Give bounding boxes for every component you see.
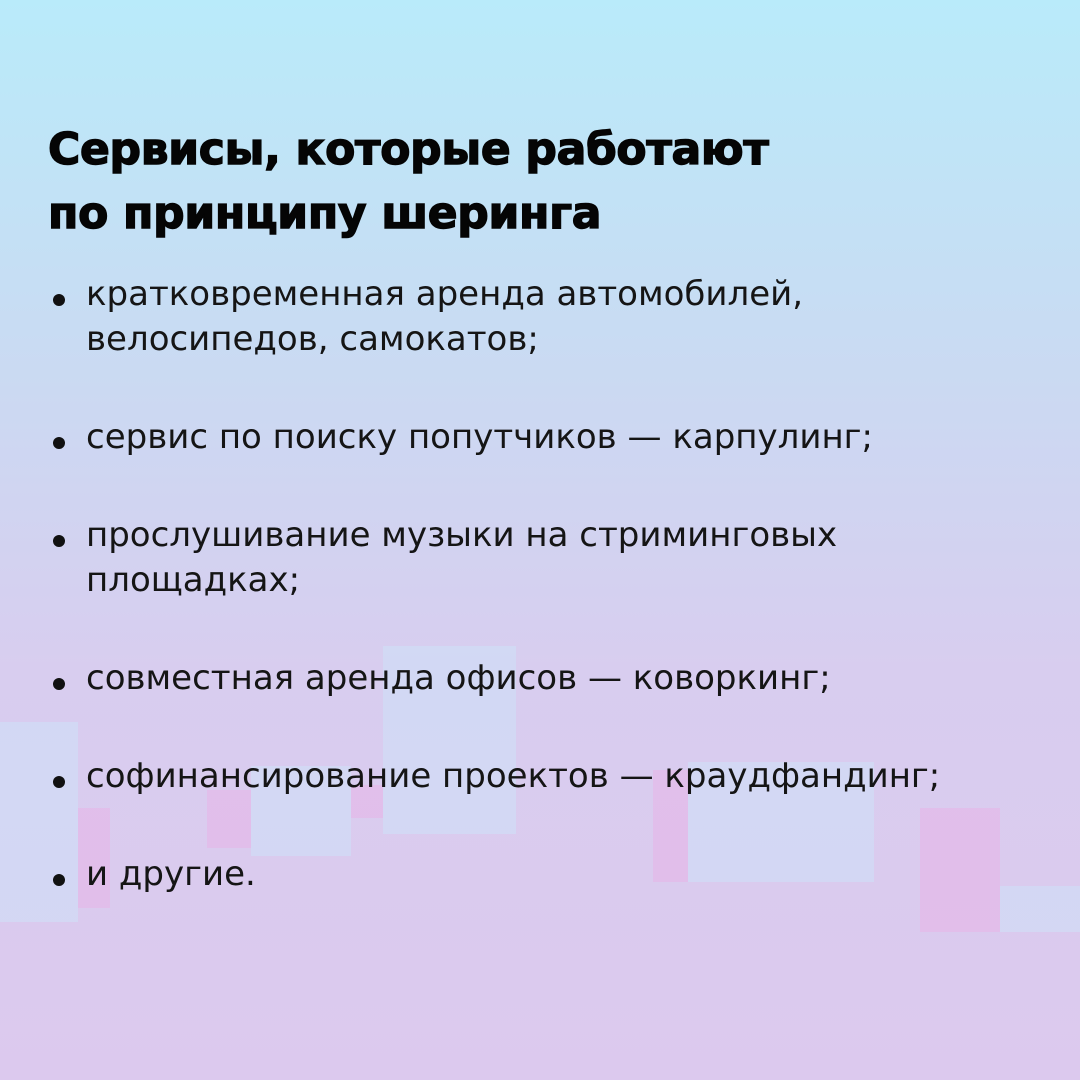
list-item-text: площадках;: [86, 560, 301, 600]
list-item: [48, 754, 1048, 799]
list-item-text: софинансирование проектов — краудфандинг;: [86, 756, 941, 796]
bullet-icon: [53, 874, 65, 886]
list-item: [48, 513, 1048, 603]
list-item-text: кратковременная аренда автомобилей,: [86, 274, 804, 314]
list-item: [48, 415, 1048, 460]
bullet-list: [48, 272, 1048, 897]
list-item: [48, 656, 1048, 701]
list-item-text: сервис по поиску попутчиков — карпулинг;: [86, 417, 873, 457]
list-item-text: велосипедов, самокатов;: [86, 319, 539, 359]
list-item-text: прослушивание музыки на стриминговых: [86, 515, 838, 555]
list-item: [48, 852, 1048, 897]
title-line-2: по принципу шеринга: [48, 188, 602, 239]
bullet-icon: [53, 678, 65, 690]
bullet-icon: [53, 437, 65, 449]
list-item-text: и другие.: [86, 854, 256, 894]
bullet-icon: [53, 776, 65, 788]
list-item: [48, 272, 1048, 362]
bullet-icon: [53, 535, 65, 547]
title-line-1: Сервисы, которые работают: [48, 124, 769, 175]
list-item-text: совместная аренда офисов — коворкинг;: [86, 658, 831, 698]
bullet-icon: [53, 294, 65, 306]
page-title: [48, 118, 769, 246]
